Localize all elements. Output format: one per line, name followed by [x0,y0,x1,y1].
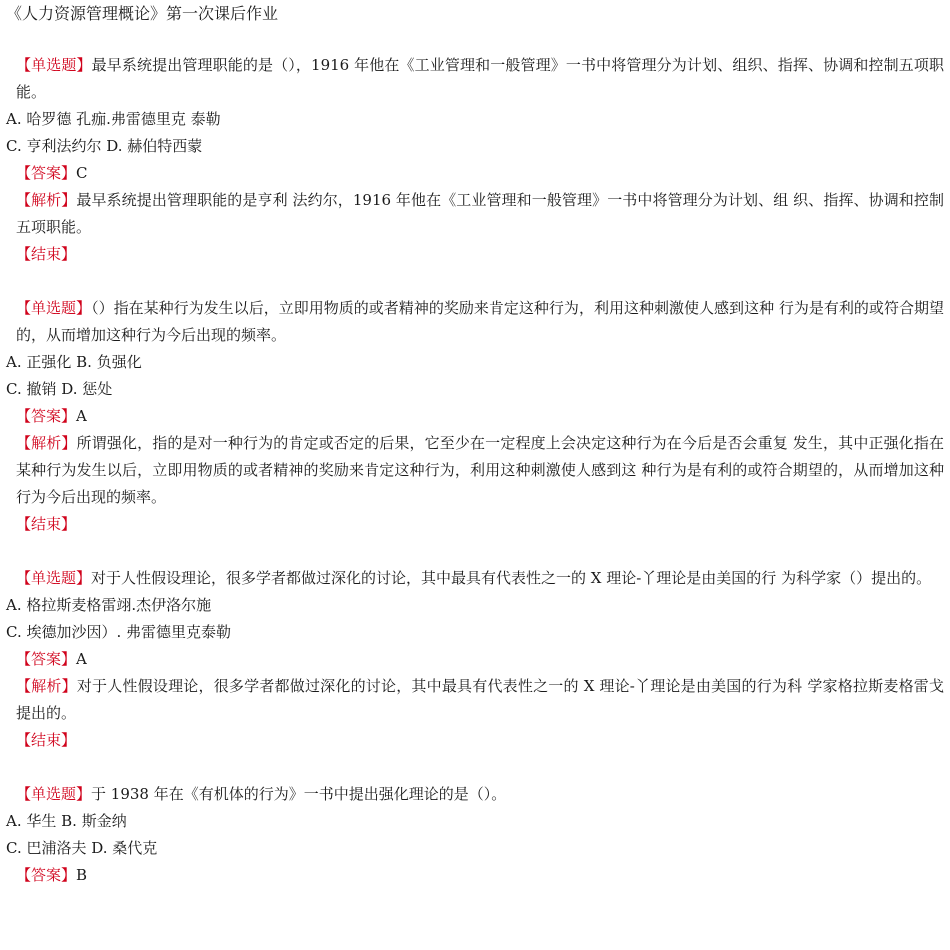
single-choice-tag: 【单选题】 [16,569,92,587]
answer-line [6,403,944,430]
question-stem [6,565,944,592]
single-choice-tag: 【单选题】 [16,299,92,317]
question-1 [6,52,944,268]
analysis-tag: 【解析】 [16,434,77,452]
document-title: 《人力资源管理概论》第一次课后作业 [6,4,279,23]
answer-line [6,862,944,889]
single-choice-tag: 【单选题】 [16,785,92,803]
options-line-1: A. 哈罗德 孔痂.弗雷德里克 泰勒 [6,110,221,128]
end-tag: 【结束】 [16,731,77,749]
answer-tag: 【答案】 [16,650,77,668]
options-line-1: A. 正强化 B. 负强化 [6,353,142,371]
document-page [6,0,944,889]
question-stem [6,52,944,106]
end-line [6,511,944,538]
options-line-2: C. 巴浦洛夫 D. 桑代克 [6,839,158,857]
answer-value: A [76,407,87,425]
analysis-text: 最早系统提出管理职能的是亨利 法约尔，1916 年他在《工业管理和一般管理》一书中将管理分为计划、组 织、指挥、协调和控制五项职能。 [16,191,944,236]
question-stem-text: （）指在某种行为发生以后，立即用物质的或者精神的奖励来肯定这种行为，利用这种刺激使人感到这种 行为是有利的或符合期望的，从而增加这种行为今后出现的频率。 [16,299,944,344]
options-line-1: A. 华生 B. 斯金纳 [6,812,127,830]
spacer [6,268,944,295]
end-tag: 【结束】 [16,515,77,533]
answer-value: C [76,164,88,182]
answer-value: B [76,866,88,884]
question-stem [6,295,944,349]
analysis-tag: 【解析】 [16,191,77,209]
options-line-1: A. 格拉斯麦格雷翊.杰伊洛尔施 [6,596,212,614]
answer-tag: 【答案】 [16,407,77,425]
end-tag: 【结束】 [16,245,77,263]
question-2 [6,295,944,538]
analysis-paragraph [6,430,944,511]
question-3 [6,565,944,754]
answer-line [6,646,944,673]
spacer [6,538,944,565]
end-line [6,241,944,268]
question-stem-text: 对于人性假设理论，很多学者都做过深化的讨论，其中最具有代表性之一的 X 理论-丫理论是由美国的行 为科学家（）提出的。 [91,569,932,587]
answer-tag: 【答案】 [16,866,77,884]
options-line-2: C. 撤销 D. 惩处 [6,380,113,398]
spacer [6,26,944,52]
analysis-tag: 【解析】 [16,677,77,695]
analysis-text: 所谓强化，指的是对一种行为的肯定或否定的后果，它至少在一定程度上会决定这种行为在今后是否会重复 发生，其中正强化指在某种行为发生以后，立即用物质的或者精神的奖励来肯定这种行为，利用这种刺激使人感到这 种行为是有利的或符合期望的，从而增加这种行为今后出现的频率。 [16,434,944,506]
options-line-2: C. 亨利法约尔 D. 赫伯特西蒙 [6,137,203,155]
answer-tag: 【答案】 [16,164,77,182]
question-stem-text: 最早系统提出管理职能的是（），1916 年他在《工业管理和一般管理》一书中将管理分为计划、组织、指挥、协调和控制五项职能。 [16,56,944,101]
single-choice-tag: 【单选题】 [16,56,92,74]
spacer [6,754,944,781]
answer-value: A [76,650,87,668]
question-stem-text: 于 1938 年在《有机体的行为》一书中提出强化理论的是（）。 [91,785,507,803]
analysis-paragraph [6,187,944,241]
answer-line [6,160,944,187]
question-stem [6,781,944,808]
options-line-2: C. 埃德加沙因）. 弗雷德里克泰勒 [6,623,232,641]
analysis-text: 对于人性假设理论，很多学者都做过深化的讨论，其中最具有代表性之一的 X 理论-丫理论是由美国的行为科 学家格拉斯麦格雷戈提出的。 [16,677,944,722]
analysis-paragraph [6,673,944,727]
question-4 [6,781,944,889]
end-line [6,727,944,754]
